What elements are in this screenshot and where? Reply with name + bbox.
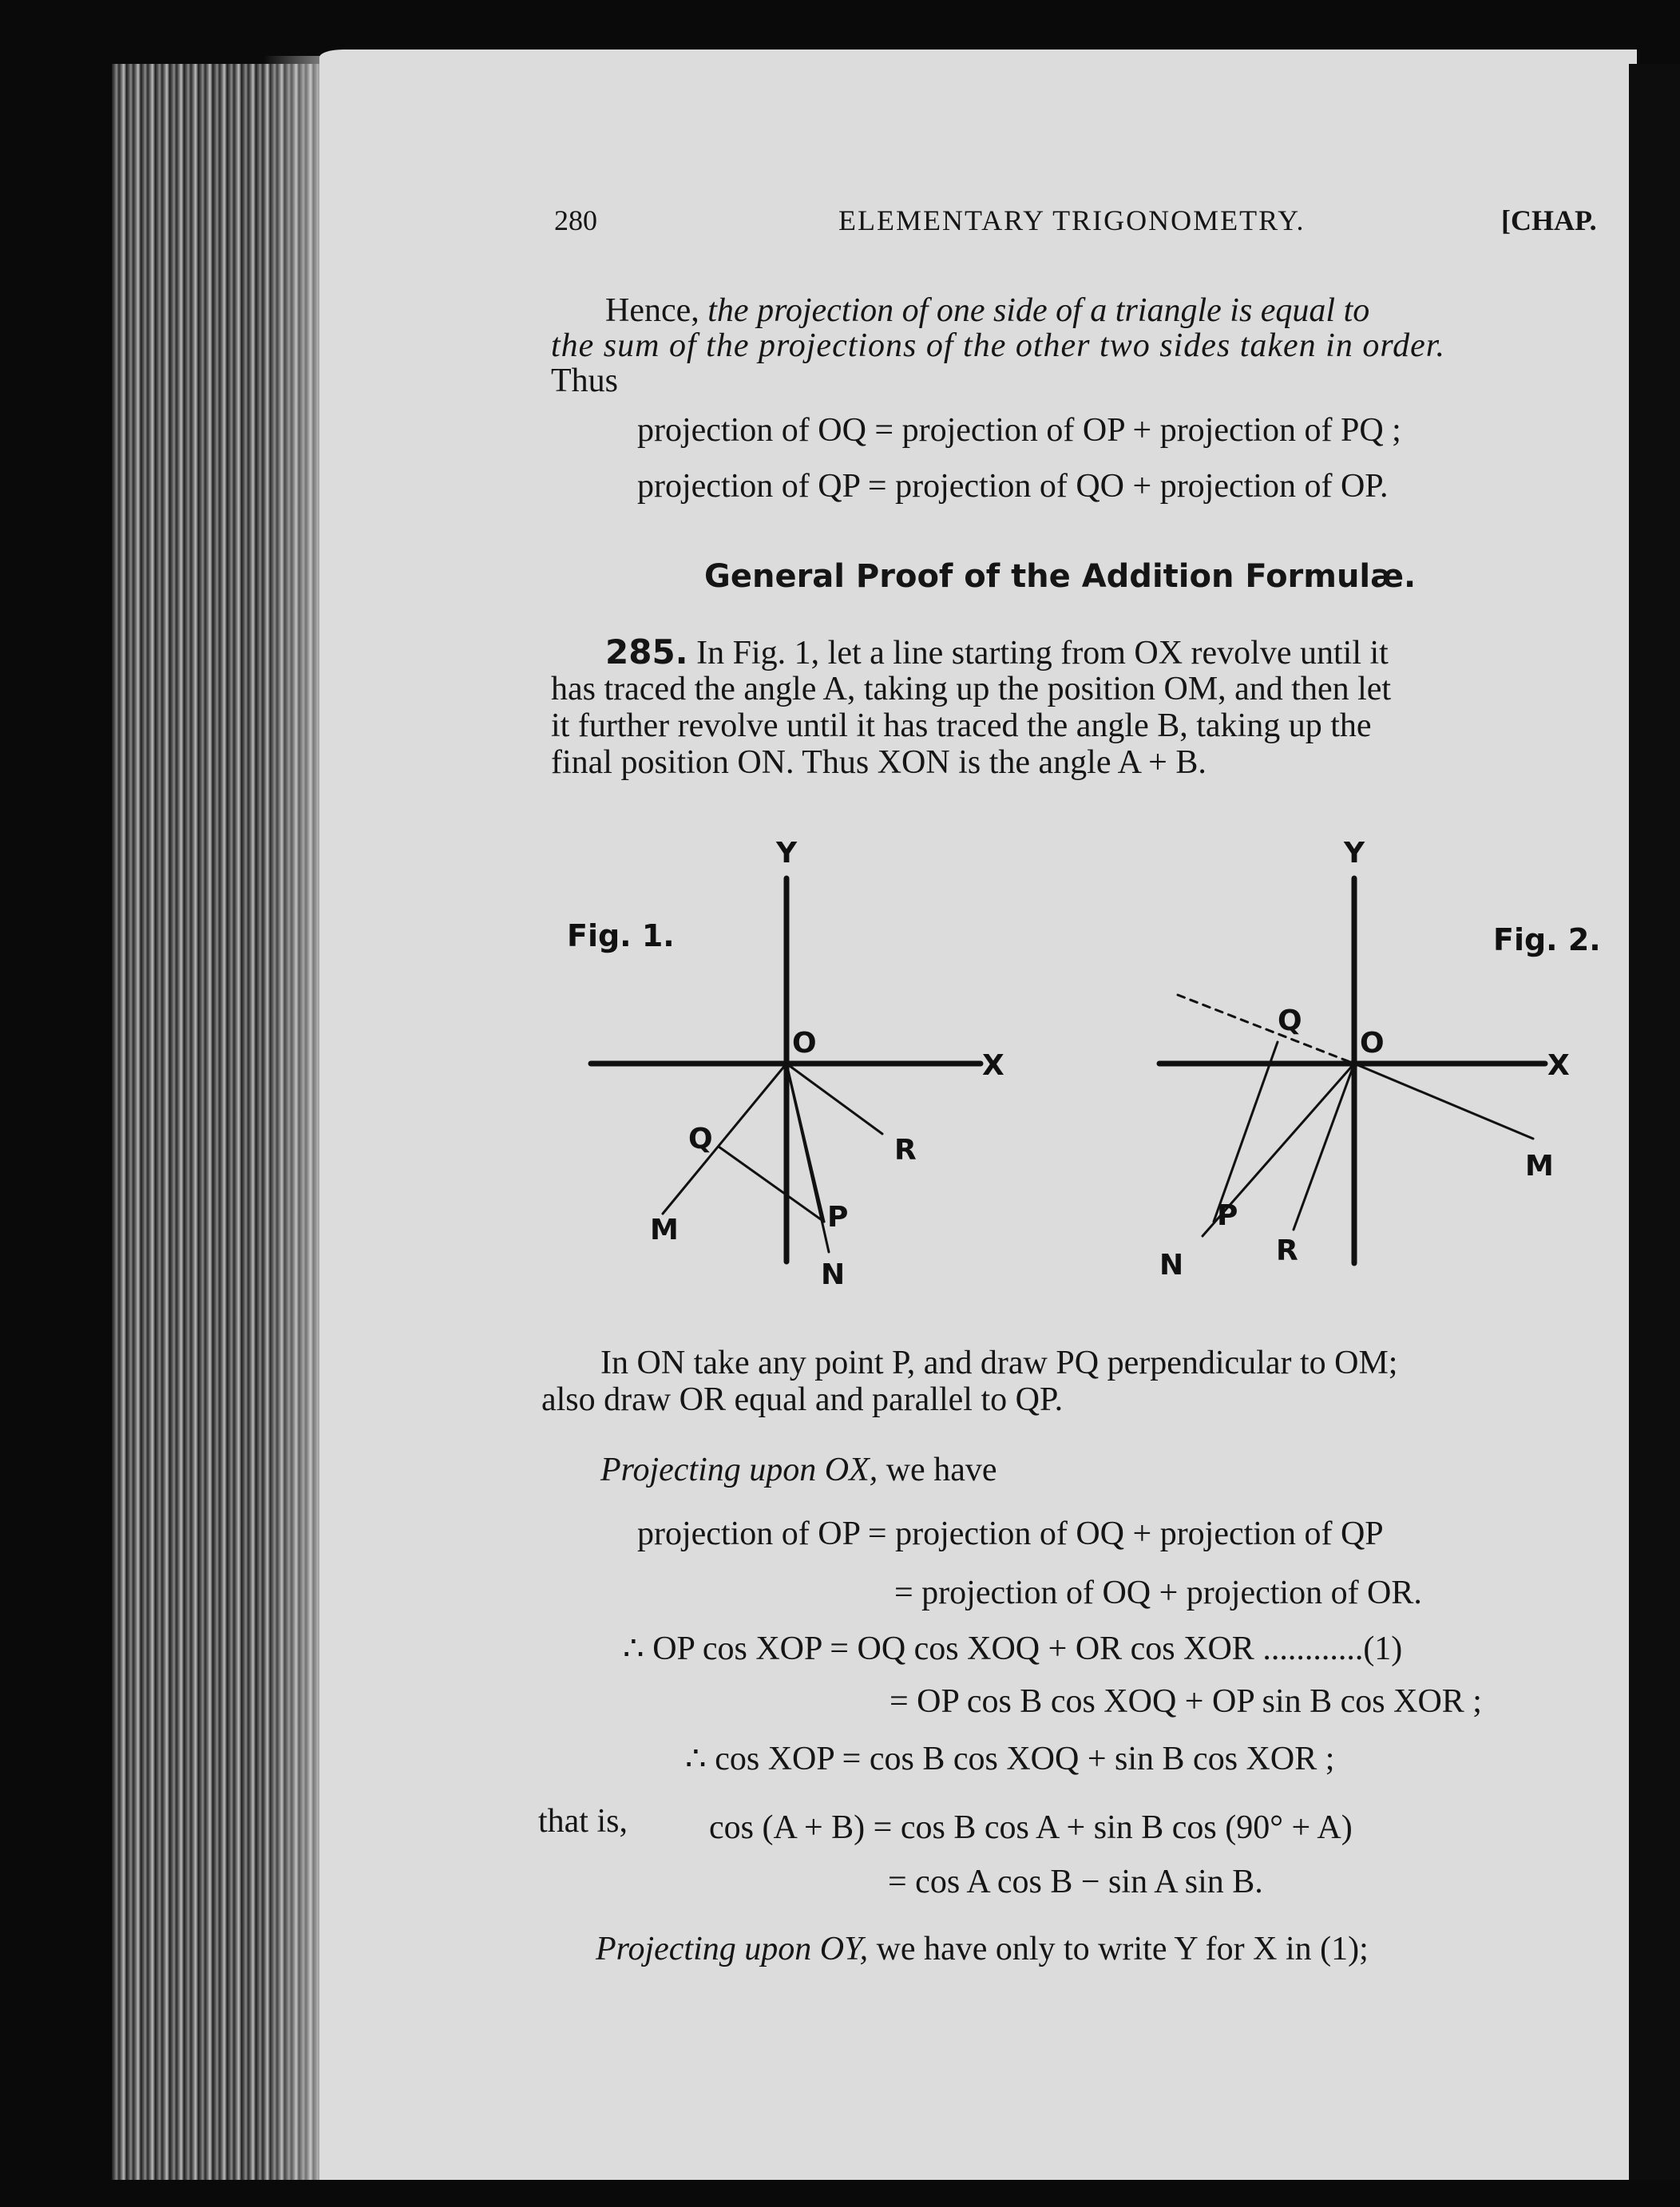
projection-formula-2: projection of QP = projection of QO + projection of OP. xyxy=(637,468,1389,505)
fig1-label-Q: Q xyxy=(688,1123,713,1155)
fig2-dashed-QO xyxy=(1178,995,1354,1064)
section-heading: General Proof of the Addition Formulæ. xyxy=(704,558,1417,595)
fig1-label-R: R xyxy=(894,1134,917,1167)
article-line1-text: In Fig. 1, let a line starting from OX revolve until it xyxy=(696,635,1389,672)
article-line4: final position ON. Thus XON is the angle A + B. xyxy=(551,744,1207,781)
equation-2: = projection of OQ + projection of OR. xyxy=(894,1575,1422,1611)
article-line3: it further revolve until it has traced the angle B, taking up the xyxy=(551,707,1372,744)
equation-6: cos (A + B) = cos B cos A + sin B cos (90° + A) xyxy=(709,1809,1353,1846)
fig2-label-Y: Y xyxy=(1344,837,1365,870)
projecting-ox-rest: we have xyxy=(886,1452,997,1488)
projecting-ox-italic: Projecting upon OX, xyxy=(600,1452,878,1488)
fig2-label-R: R xyxy=(1276,1234,1298,1267)
that-is-label: that is, xyxy=(538,1803,628,1840)
fig1-label-O: O xyxy=(792,1027,817,1060)
equation-1: projection of OP = projection of OQ + projection of QP xyxy=(637,1516,1384,1552)
fig2-label-Q: Q xyxy=(1278,1004,1302,1037)
paragraph1-line1 xyxy=(605,294,1369,327)
equation-7: = cos A cos B − sin A sin B. xyxy=(888,1864,1263,1900)
article-line2: has traced the angle A, taking up the position OM, and then let xyxy=(551,671,1392,707)
fig2-label-X: X xyxy=(1547,1049,1570,1082)
page-number: 280 xyxy=(554,204,597,236)
running-title: ELEMENTARY TRIGONOMETRY. xyxy=(838,204,1306,236)
paragraph2-line1: In ON take any point P, and draw PQ perpendicular to OM; xyxy=(600,1345,1398,1381)
fig1-label-P: P xyxy=(827,1201,849,1234)
fig1-label: Fig. 1. xyxy=(567,918,675,953)
fig1-label-N: N xyxy=(821,1258,846,1291)
paragraph1-lead: Hence, xyxy=(605,292,699,329)
fig1-label-X: X xyxy=(982,1049,1004,1082)
projecting-oy-rest: we have only to write Y for X in (1); xyxy=(876,1931,1369,1967)
fig2-label-O: O xyxy=(1360,1027,1385,1060)
page-right-shadow xyxy=(1629,64,1680,2180)
fig1-label-Y: Y xyxy=(776,837,798,870)
fig2-line-OM xyxy=(1354,1064,1533,1139)
fig1-line-OM xyxy=(663,1064,787,1214)
paragraph2-line2: also draw OR equal and parallel to QP. xyxy=(541,1381,1064,1418)
fig2-label-N: N xyxy=(1159,1249,1184,1282)
equation-3: ∴ OP cos XOP = OQ cos XOQ + OR cos XOR ............(1) xyxy=(623,1630,1403,1667)
equation-4: = OP cos B cos XOQ + OP sin B cos XOR ; xyxy=(890,1683,1482,1720)
projecting-ox-intro xyxy=(600,1453,997,1487)
article-number: 285. xyxy=(605,632,688,672)
fig2-line-OR xyxy=(1294,1064,1354,1230)
article-line1 xyxy=(605,632,1389,672)
equation-5: ∴ cos XOP = cos B cos XOQ + sin B cos XOR ; xyxy=(685,1741,1335,1777)
paragraph1-line3: Thus xyxy=(551,363,618,399)
paragraph1-theorem-part1: the projection of one side of a triangle is equal to xyxy=(707,292,1370,329)
figures-diagram xyxy=(543,830,1613,1302)
projecting-oy-line xyxy=(596,1932,1369,1966)
projection-formula-1: projection of OQ = projection of OP + projection of PQ ; xyxy=(637,412,1401,449)
fig2-line-PQ xyxy=(1214,1042,1278,1222)
fig2-label-M: M xyxy=(1525,1150,1554,1183)
projecting-oy-italic: Projecting upon OY, xyxy=(596,1931,869,1967)
fig2-label: Fig. 2. xyxy=(1493,922,1601,957)
fig1-label-M: M xyxy=(650,1214,679,1246)
paragraph1-line2: the sum of the projections of the other two sides taken in order. xyxy=(551,327,1445,364)
chapter-label: [CHAP. xyxy=(1501,204,1597,236)
fig2-label-P: P xyxy=(1217,1199,1238,1232)
